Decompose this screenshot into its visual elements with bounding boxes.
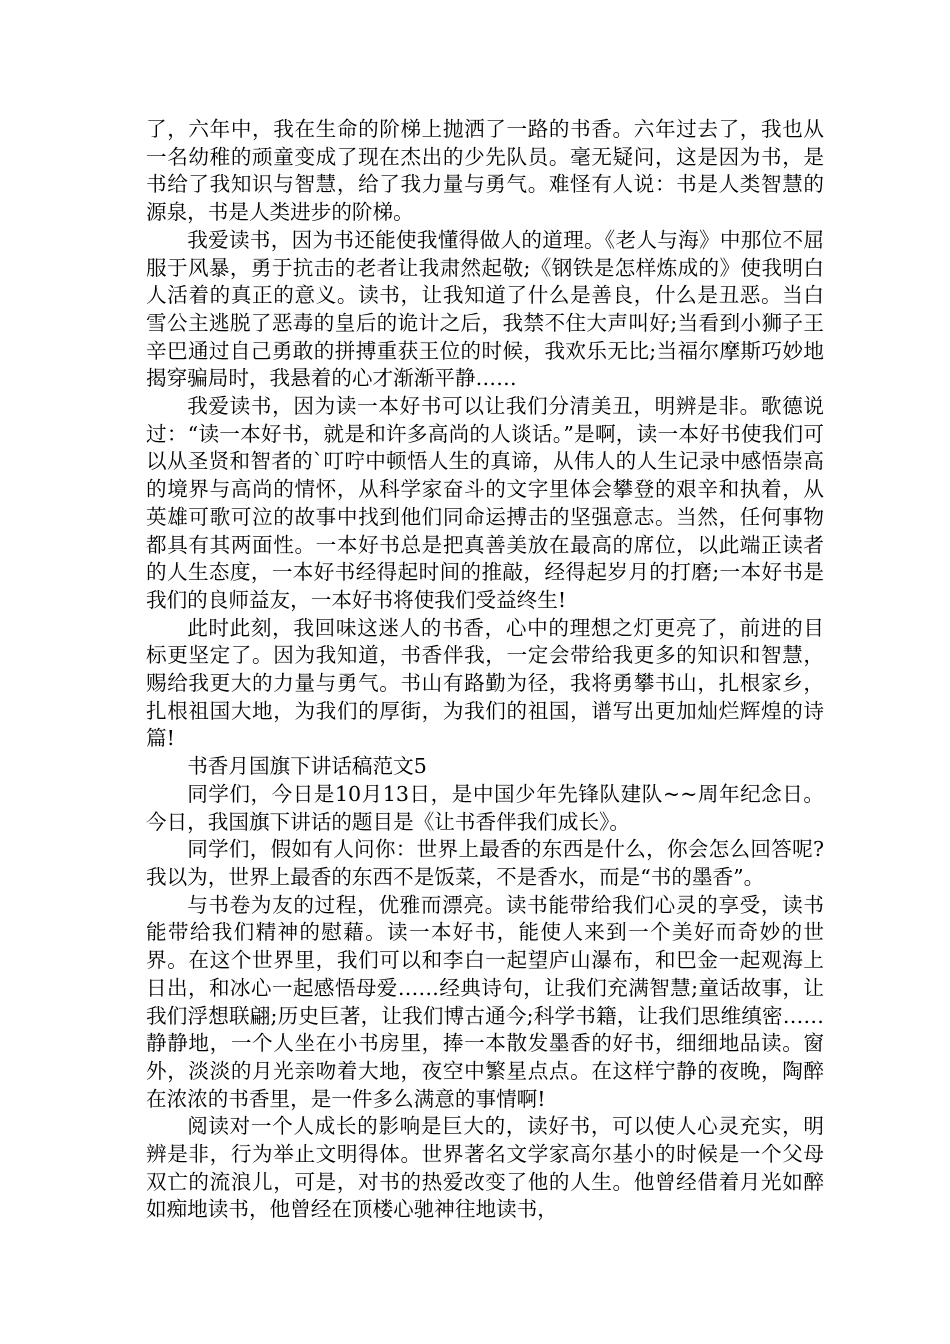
paragraph-2: 我爱读书，因为书还能使我懂得做人的道理。《老人与海》中那位不屈服于风暴，勇于抗击的老者让我肃然起敬;《钢铁是怎样炼成的》使我明白人活着的真正的意义。读书，让我知道了什么是善良，什么是丑恶。当白雪公主逃脱了恶毒的皇后的诡计之后，我禁不住大声叫好;当看到小狮子王辛巴通过自己勇敢的拼搏重获王位的时候，我欢乐无比;当福尔摩斯巧妙地揭穿骗局时，我悬着的心才渐渐平静…… bbox=[146, 227, 824, 391]
document-page bbox=[146, 116, 824, 1224]
paragraph-1: 了，六年中，我在生命的阶梯上抛洒了一路的书香。六年过去了，我也从一名幼稚的顽童变成了现在杰出的少先队员。毫无疑问，这是因为书，是书给了我知识与智慧，给了我力量与勇气。难怪有人说：书是人类智慧的源泉，书是人类进步的阶梯。 bbox=[146, 117, 824, 225]
paragraph-8: 阅读对一个人成长的影响是巨大的，读好书，可以使人心灵充实，明辨是非，行为举止文明得体。世界著名文学家高尔基小的时候是一个父母双亡的流浪儿，可是，对书的热爱改变了他的人生。他曾经借着月光如醉如痴地读书，他曾经在顶楼心驰神往地读书， bbox=[146, 1114, 824, 1222]
paragraph-6: 同学们，假如有人问你：世界上最香的东西是什么，你会怎么回答呢?我以为，世界上最香的东西不是饭菜，不是香水，而是“书的墨香”。 bbox=[146, 837, 824, 889]
paragraph-7: 与书卷为友的过程，优雅而漂亮。读书能带给我们心灵的享受，读书能带给我们精神的慰藉。读一本好书，能使人来到一个美好而奇妙的世界。在这个世界里，我们可以和李白一起望庐山瀑布，和巴金一起观海上日出，和冰心一起感悟母爱……经典诗句，让我们充满智慧;童话故事，让我们浮想联翩;历史巨著，让我们博古通今;科学书籍，让我们思维缜密……静静地，一个人坐在小书房里，捧一本散发墨香的好书，细细地品读。窗外，淡淡的月光亲吻着大地，夜空中繁星点点。在这样宁静的夜晚，陶醉在浓浓的书香里，是一件多么满意的事情啊! bbox=[146, 892, 824, 1111]
paragraph-5: 同学们，今日是10月13日，是中国少年先锋队建队~~周年纪念日。今日，我国旗下讲话的题目是《让书香伴我们成长》。 bbox=[146, 781, 824, 834]
paragraph-4: 此时此刻，我回味这迷人的书香，心中的理想之灯更亮了，前进的目标更坚定了。因为我知道，书香伴我，一定会带给我更多的知识和智慧，赐给我更大的力量与勇气。书山有路勤为径，我将勇攀书山，扎根家乡，扎根祖国大地，为我们的厚街，为我们的祖国，谱写出更加灿烂辉煌的诗篇! bbox=[146, 615, 824, 751]
section-heading: 书香月国旗下讲话稿范文5 bbox=[187, 754, 427, 779]
paragraph-3: 我爱读书，因为读一本好书可以让我们分清美丑，明辨是非。歌德说过：“读一本好书，就是和许多高尚的人谈话。”是啊，读一本好书使我们可以从圣贤和智者的`叮咛中顿悟人生的真谛，从伟人的人生记录中感悟崇高的境界与高尚的情怀，从科学家奋斗的文字里体会攀登的艰辛和执着，从英雄可歌可泣的故事中找到他们同命运搏击的坚强意志。当然，任何事物都具有其两面性。一本好书总是把真善美放在最高的席位，以此端正读者的人生态度，一本好书经得起时间的推敲，经得起岁月的打磨;一本好书是我们的良师益友，一本好书将使我们受益终生! bbox=[146, 394, 824, 612]
